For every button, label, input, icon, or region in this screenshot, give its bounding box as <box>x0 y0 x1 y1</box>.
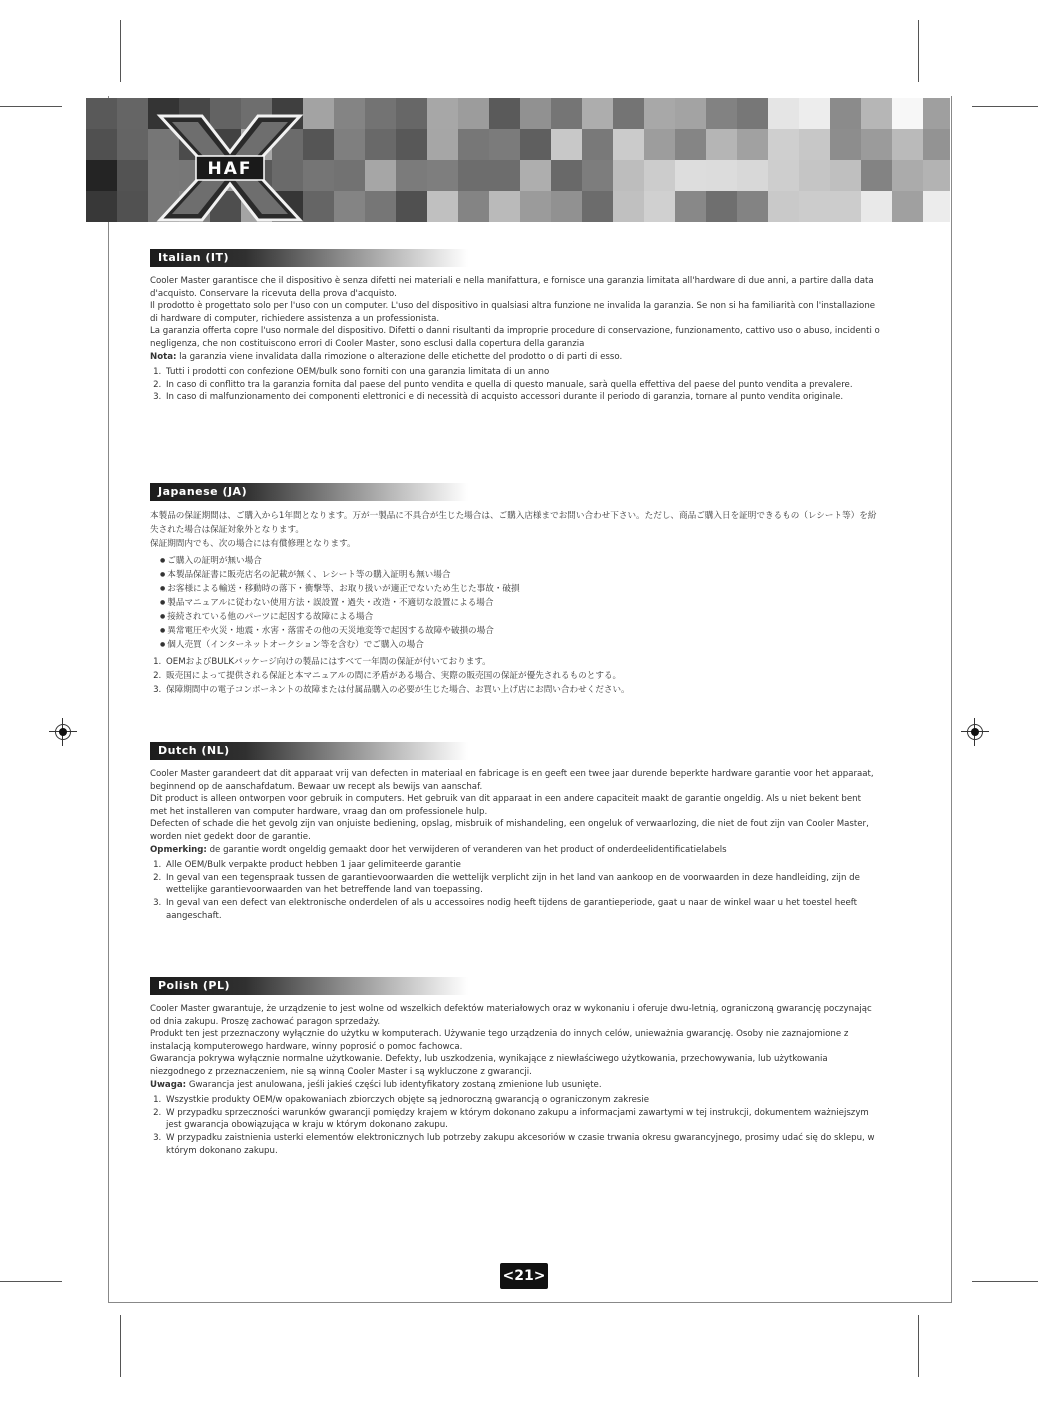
paragraph: Dit product is alleen ontworpen voor gebruik in computers. Het gebruik van dit apparaat in een andere capaciteit maakt de garantie ongeldig. Als u niet bekent bent met het installeren van computer hardware, vraag dan om professionele hulp. <box>150 794 861 817</box>
banner-tile <box>892 160 923 191</box>
crop-mark <box>120 20 121 82</box>
banner-tile <box>861 98 892 129</box>
banner-tile <box>923 98 950 129</box>
note-text: de garantie wordt ongeldig gemaakt door het verwijderen of veranderen van het product of onderdeelidentificatielabels <box>206 844 727 855</box>
banner-tile <box>427 191 458 222</box>
numbered-list <box>150 859 880 922</box>
banner-tile <box>861 160 892 191</box>
paragraph: Cooler Master gwarantuje, że urządzenie to jest wolne od wszelkich defektów materiałowych oraz w wykonaniu i oferuje dwu-letnią, ograniczoną gwarancję poczynając od dnia zakupu. Proszę zachować paragon sprzedaży. <box>150 1004 872 1027</box>
banner-tile <box>489 160 520 191</box>
banner-tile <box>675 129 706 160</box>
banner-tile <box>396 129 427 160</box>
numbered-list <box>150 655 880 697</box>
paragraph: Cooler Master garandeert dat dit apparaat vrij van defecten in materiaal en fabricage is en geeft een twee jaar durende beperkte hardware garantie voor het apparaat, beginnend op de aanschafdatum. Bewaar uw recept als bewijs van aanschaf. <box>150 769 874 792</box>
banner-tile <box>830 160 861 191</box>
paragraph: Il prodotto è progettato solo per l'uso con un computer. L'uso del dispositivo in qualsiasi altra funzione ne invalida la garanzia. Se non si ha familiarità con l'installazione di hardware di computer, richiedere assistenza a un professionista. <box>150 301 876 324</box>
banner-tile <box>644 98 675 129</box>
banner-tile <box>892 191 923 222</box>
registration-mark-icon <box>55 724 71 740</box>
list-item: ● 製品マニュアルに従わない使用方法・誤設置・過失・改造・不適切な設置による場合 <box>160 596 880 610</box>
crop-mark <box>0 106 62 107</box>
paragraph: 保証期間内でも、次の場合には有償修理となります。 <box>150 539 356 549</box>
banner-tile <box>117 98 148 129</box>
banner-tile <box>892 98 923 129</box>
note <box>150 1079 880 1092</box>
crop-mark <box>918 1315 919 1377</box>
banner-tile <box>799 160 830 191</box>
banner-tile <box>706 191 737 222</box>
section-body <box>150 275 880 404</box>
section-japanese <box>150 483 880 697</box>
haf-x-logo <box>150 112 310 224</box>
banner-tile <box>365 160 396 191</box>
banner-tile <box>861 129 892 160</box>
banner-tile <box>861 191 892 222</box>
section-body <box>150 509 880 697</box>
list-item: 3. In geval van een defect van elektronische onderdelen of als u accessoires nodig heeft tijdens de garantieperiode, gaat u naar de winkel waar u het toestel heeft aangeschaft. <box>164 897 880 922</box>
list-item: ● 異常電圧や火災・地震・水害・落雷その他の天災地変等で起因する故障や破損の場合 <box>160 624 880 638</box>
banner-tile <box>334 98 365 129</box>
banner-tile <box>520 98 551 129</box>
banner-tile <box>86 191 117 222</box>
list-item: 2. In geval van een tegenspraak tussen de garantievoorwaarden die wettelijk verplicht zijn in het land van aankoop en de voorwaarden in deze handleiding, zijn de wettelijke garantievoorwaarden van het betreffende land van toepassing. <box>164 872 880 897</box>
crop-mark <box>972 1281 1038 1282</box>
paragraph: Cooler Master garantisce che il dispositivo è senza difetti nei materiali e nella manifattura, e fornisce una garanzia limitata all'hardware di due anni, a partire dalla data d'acquisto. Conservare la ricevuta della prova d'acquisto. <box>150 276 874 299</box>
list-item: ● お客様による輸送・移動時の落下・衝撃等、お取り扱いが適正でないため生じた事故・破損 <box>160 582 880 596</box>
banner-tile <box>675 98 706 129</box>
banner-tile <box>768 160 799 191</box>
banner-tile <box>923 191 950 222</box>
list-item: 3. In caso di malfunzionamento dei componenti elettronici e di necessità di acquisto accessori durante il periodo di garanzia, tornare al punto vendita originale. <box>164 391 880 404</box>
banner-tile <box>706 98 737 129</box>
banner-tile <box>458 191 489 222</box>
crop-mark <box>972 106 1038 107</box>
banner-tile <box>768 98 799 129</box>
list-item: ● 個人売買（インターネットオークション等を含む）でご購入の場合 <box>160 638 880 652</box>
section-polish <box>150 977 880 1157</box>
banner-tile <box>365 129 396 160</box>
banner-tile <box>644 160 675 191</box>
list-item: 2. In caso di conflitto tra la garanzia fornita dal paese del punto vendita e quella di questo manuale, sarà quella effettiva del paese del punto vendita a prevalere. <box>164 379 880 392</box>
list-item: ● 接続されている他のパーツに起因する故障による場合 <box>160 610 880 624</box>
note-text: Gwarancja jest anulowana, jeśli jakieś części lub identyfikatory zostaną zmienione lub usunięte. <box>186 1079 602 1090</box>
note <box>150 351 880 364</box>
banner-tile <box>644 191 675 222</box>
banner-tile <box>117 129 148 160</box>
banner-tile <box>520 160 551 191</box>
registration-mark-icon <box>967 724 983 740</box>
note-label: Nota: <box>150 351 177 362</box>
banner-tile <box>799 191 830 222</box>
banner-tile <box>520 129 551 160</box>
numbered-list <box>150 366 880 404</box>
banner-tile <box>458 98 489 129</box>
list-item: ● ご購入の証明が無い場合 <box>160 554 880 568</box>
paragraph: Produkt ten jest przeznaczony wyłącznie do użytku w komputerach. Używanie tego urządzenia do innych celów, unieważnia gwarancję. Osoby nie zaznajomione z instalacją komputerowego hardware, winny poprosić o pomoc fachowca. <box>150 1029 849 1052</box>
crop-mark <box>0 1281 62 1282</box>
section-italian <box>150 249 880 404</box>
numbered-list <box>150 1094 880 1157</box>
banner-tile <box>582 160 613 191</box>
banner-tile <box>551 98 582 129</box>
banner-tile <box>489 191 520 222</box>
banner-tile <box>551 160 582 191</box>
banner-tile <box>737 98 768 129</box>
banner-tile <box>737 129 768 160</box>
bullet-list <box>150 554 880 652</box>
list-item: 1. Tutti i prodotti con confezione OEM/bulk sono forniti con una garanzia limitata di un anno <box>164 366 880 379</box>
banner-tile <box>799 98 830 129</box>
banner-tile <box>582 191 613 222</box>
list-item: 2. 販売国によって提供される保証と本マニュアルの間に矛盾がある場合、実際の販売国の保証が優先されるものとする。 <box>164 669 880 683</box>
note-label: Uwaga: <box>150 1079 187 1090</box>
banner-tile <box>427 160 458 191</box>
banner-tile <box>365 191 396 222</box>
list-item: 1. Alle OEM/Bulk verpakte product hebben 1 jaar gelimiteerde garantie <box>164 859 880 872</box>
banner-tile <box>675 160 706 191</box>
paragraph: 本製品の保証期間は、ご購入から1年間となります。万が一製品に不具合が生じた場合は、ご購入店様までお問い合わせ下さい。ただし、商品ご購入日を証明できるもの（レシート等）を紛失された場合は保証対象外となります。 <box>150 511 877 535</box>
banner-tile <box>86 129 117 160</box>
banner-tile <box>86 98 117 129</box>
banner-tile <box>830 191 861 222</box>
banner-tile <box>396 98 427 129</box>
page-number: <21> <box>500 1263 548 1289</box>
banner-tile <box>613 191 644 222</box>
banner-tile <box>458 160 489 191</box>
crop-mark <box>918 20 919 82</box>
section-title: Japanese (JA) <box>150 483 468 501</box>
banner-tile <box>458 129 489 160</box>
banner-tile <box>892 129 923 160</box>
banner-tile <box>117 160 148 191</box>
banner-tile <box>923 160 950 191</box>
paragraph: Defecten of schade die het gevolg zijn van onjuiste bediening, opslag, misbruik of mishandeling, een ongeluk of verwaarlozing, die niet de fout zijn van Cooler Master, worden niet gedekt door de garantie. <box>150 819 869 842</box>
banner-tile <box>706 129 737 160</box>
section-body <box>150 768 880 922</box>
list-item: 1. OEMおよびBULKパッケージ向けの製品にはすべて一年間の保証が付いております。 <box>164 655 880 669</box>
crop-mark <box>120 1315 121 1377</box>
banner-tile <box>613 129 644 160</box>
banner-tile <box>117 191 148 222</box>
list-item: 2. W przypadku sprzeczności warunków gwarancji pomiędzy krajem w którym dokonano zakupu a informacjami zawartymi w tej instrukcji, dokumentem ważniejszym jest gwarancja obowiązująca w kraju w którym dokonano zakupu. <box>164 1107 880 1132</box>
banner-tile <box>830 129 861 160</box>
banner-tile <box>520 191 551 222</box>
note <box>150 844 880 857</box>
banner-tile <box>582 98 613 129</box>
banner-tile <box>923 129 950 160</box>
section-title: Dutch (NL) <box>150 742 468 760</box>
paragraph: Gwarancja pokrywa wyłącznie normalne użytkowanie. Defekty, lub uszkodzenia, wynikające z niewłaściwego użytkowania, przechowywania, lub użytkowania niezgodnego z przeznaczeniem, nie są winną Cooler Master i są wykluczone z gwarancji. <box>150 1054 828 1077</box>
section-body <box>150 1003 880 1157</box>
section-title: Italian (IT) <box>150 249 468 267</box>
banner-tile <box>86 160 117 191</box>
banner-tile <box>489 129 520 160</box>
banner-tile <box>768 129 799 160</box>
banner-tile <box>675 191 706 222</box>
banner-tile <box>334 191 365 222</box>
banner-tile <box>427 98 458 129</box>
banner-tile <box>551 129 582 160</box>
banner-tile <box>396 191 427 222</box>
note-text: la garanzia viene invalidata dalla rimozione o alterazione delle etichette del prodotto o di parti di esso. <box>176 351 623 362</box>
banner-tile <box>334 129 365 160</box>
list-item: 1. Wszystkie produkty OEM/w opakowaniach zbiorczych objęte są jednoroczną gwarancją o ograniczonym zakresie <box>164 1094 880 1107</box>
banner-tile <box>334 160 365 191</box>
banner-tile <box>737 191 768 222</box>
banner-tile <box>613 160 644 191</box>
banner-tile <box>830 98 861 129</box>
banner-tile <box>737 160 768 191</box>
list-item: 3. W przypadku zaistnienia usterki elementów elektronicznych lub potrzeby zakupu akcesoriów w czasie trwania okresu gwarancyjnego, prosimy udać się do sklepu, w którym dokonano zakupu. <box>164 1132 880 1157</box>
logo-text: HAF <box>207 159 253 179</box>
banner-tile <box>365 98 396 129</box>
section-dutch <box>150 742 880 922</box>
banner-tile <box>396 160 427 191</box>
banner-tile <box>644 129 675 160</box>
banner-tile <box>799 129 830 160</box>
list-item: 3. 保障期間中の電子コンポーネントの故障または付属品購入の必要が生じた場合、お買い上げ店にお問い合わせください。 <box>164 683 880 697</box>
note-label: Opmerking: <box>150 844 207 855</box>
banner-tile <box>582 129 613 160</box>
banner-tile <box>427 129 458 160</box>
paragraph: La garanzia offerta copre l'uso normale del dispositivo. Difetti o danni risultanti da improprie procedure di conservazione, funzionamento, cattivo uso o abuso, incidenti o negligenza, che non costituiscono errori di Cooler Master, sono esclusi dalla copertura della garanzia <box>150 326 880 349</box>
section-title: Polish (PL) <box>150 977 468 995</box>
banner-tile <box>489 98 520 129</box>
banner-tile <box>768 191 799 222</box>
banner-tile <box>613 98 644 129</box>
banner-tile <box>706 160 737 191</box>
list-item: ● 本製品保証書に販売店名の記載が無く、レシート等の購入証明も無い場合 <box>160 568 880 582</box>
banner-tile <box>551 191 582 222</box>
